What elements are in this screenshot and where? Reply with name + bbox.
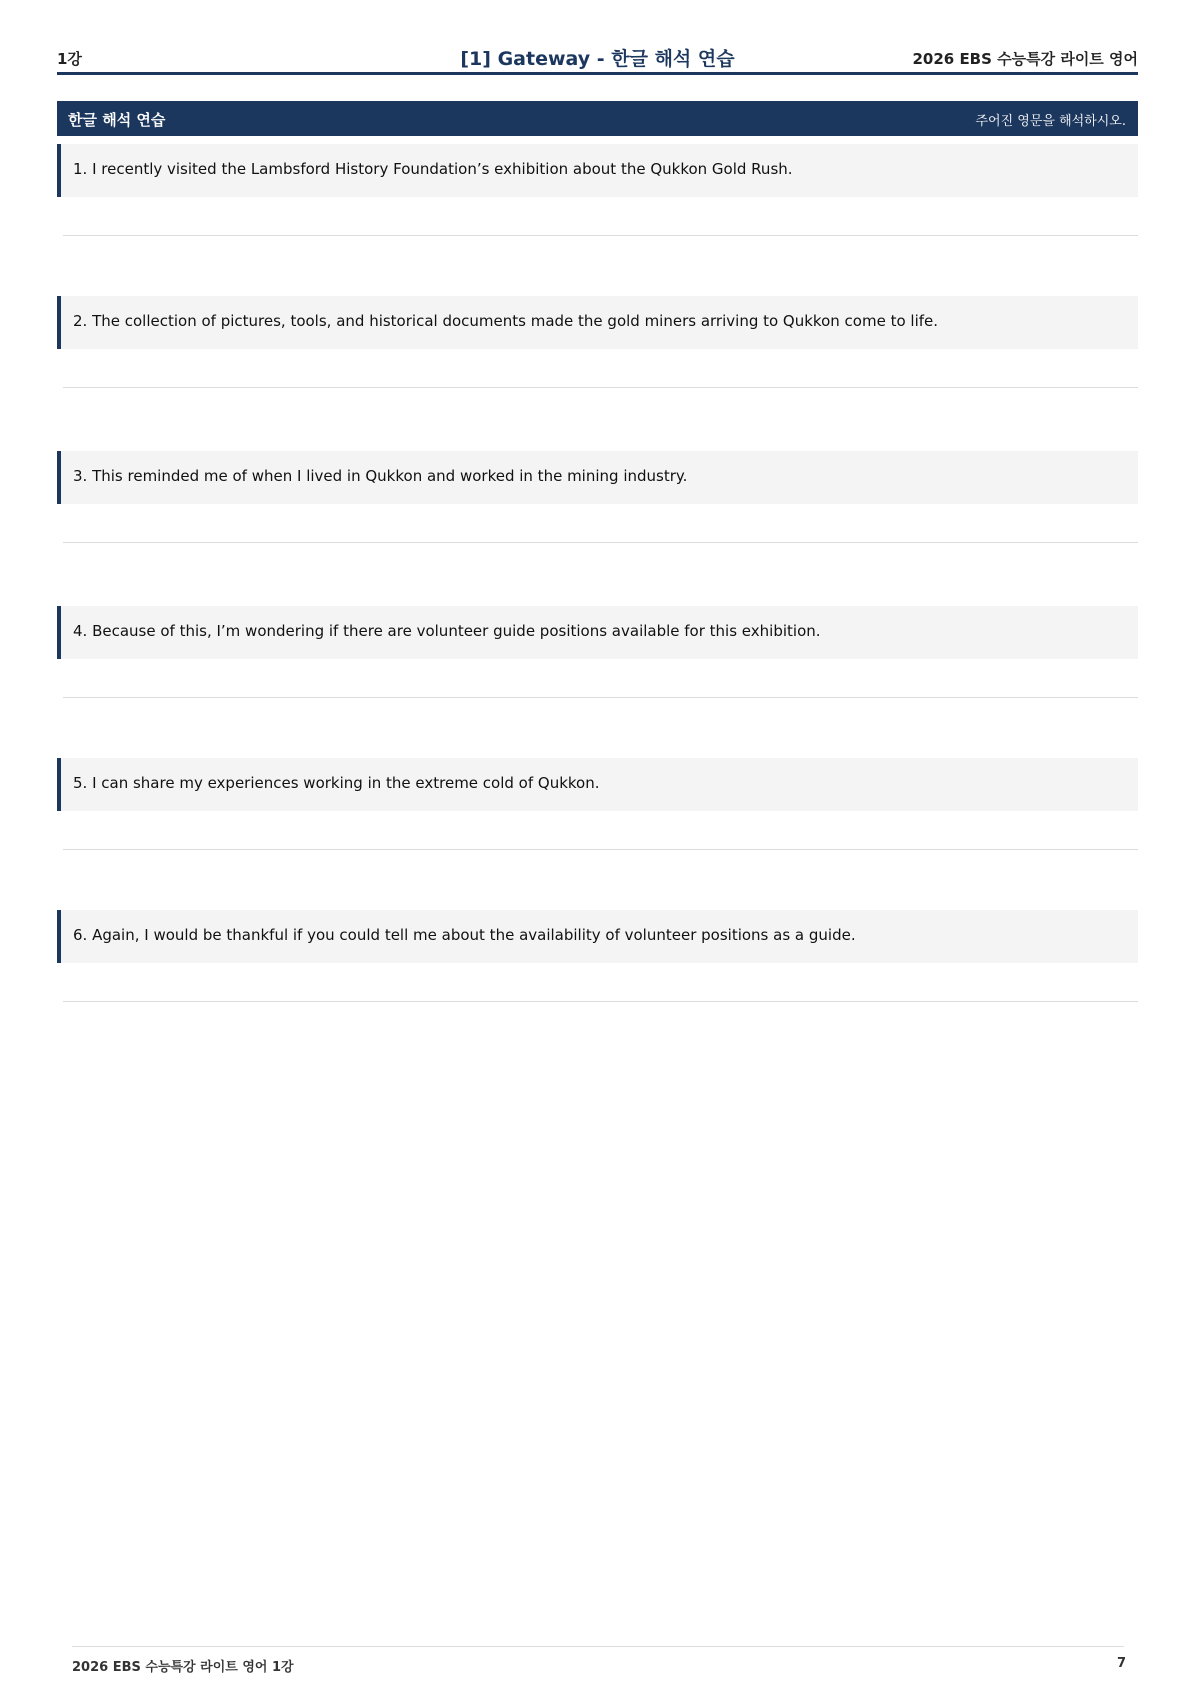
question-text: 5. I can share my experiences working in the extreme cold of Qukkon. [73,774,600,792]
page-header [57,44,1138,75]
answer-line[interactable] [63,387,1138,388]
book-title: 2026 EBS 수능특강 라이트 영어 [912,50,1138,68]
question-text: 3. This reminded me of when I lived in Qukkon and worked in the mining industry. [73,467,688,485]
question-1 [57,144,1138,197]
page-number: 7 [1116,1656,1126,1671]
section-header [57,101,1138,136]
answer-line[interactable] [63,1001,1138,1002]
answer-line[interactable] [63,697,1138,698]
section-title: 한글 해석 연습 [68,111,166,129]
question-3 [57,451,1138,504]
footer-book-title: 2026 EBS 수능특강 라이트 영어 1강 [72,1660,294,1675]
answer-line[interactable] [63,849,1138,850]
lesson-label: 1강 [57,50,82,68]
question-4 [57,606,1138,659]
answer-line[interactable] [63,235,1138,236]
page-title: [1] Gateway - 한글 해석 연습 [460,48,735,70]
answer-line[interactable] [63,542,1138,543]
question-text: 4. Because of this, I’m wondering if there are volunteer guide positions available for this exhibition. [73,622,821,640]
question-6 [57,910,1138,963]
question-5 [57,758,1138,811]
footer-divider [72,1646,1124,1647]
question-2 [57,296,1138,349]
question-text: 1. I recently visited the Lambsford History Foundation’s exhibition about the Qukkon Gold Rush. [73,160,793,178]
question-text: 6. Again, I would be thankful if you could tell me about the availability of volunteer positions as a guide. [73,926,856,944]
question-text: 2. The collection of pictures, tools, and historical documents made the gold miners arriving to Qukkon come to life. [73,312,939,330]
section-instruction: 주어진 영문을 해석하시오. [975,114,1126,129]
